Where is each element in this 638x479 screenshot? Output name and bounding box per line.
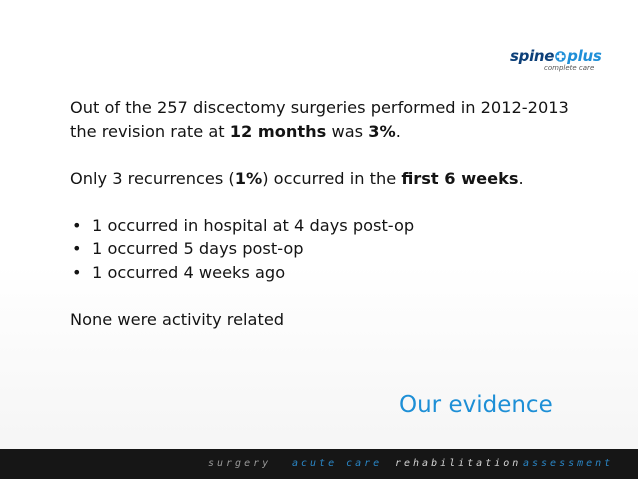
list-item-text: 1 occurred 5 days post-op (92, 239, 304, 258)
p1-text-before: Out of the 257 discectomy surgeries performed in 2012-2013 the revision rate at (70, 98, 569, 141)
revision-rate-paragraph (70, 96, 590, 143)
p1-bold-period: 12 months (229, 121, 327, 141)
footer-item-surgery: surgery (208, 458, 272, 469)
slide-body (70, 96, 590, 331)
our-evidence-label: Our evidence (399, 392, 553, 418)
p2-text-mid: ) occurred in the (262, 168, 402, 188)
closing-statement: None were activity related (70, 309, 285, 329)
plus-cross-icon (555, 51, 566, 62)
recurrences-paragraph (70, 167, 590, 191)
spineplus-logo (510, 47, 618, 79)
list-item (70, 237, 590, 261)
logo-wordmark (510, 47, 601, 65)
bullet-glyph: • (72, 239, 82, 258)
bullet-glyph: • (72, 262, 82, 282)
recurrence-list (70, 214, 590, 285)
footer-item-acute-care: acute care (292, 458, 383, 469)
footer-bar (0, 449, 638, 479)
footer-item-rehabilitation: rehabilitation (395, 458, 522, 469)
list-item (70, 261, 590, 285)
list-item (70, 214, 590, 238)
p1-text-mid: was (326, 121, 369, 141)
p2-text-before: Only 3 recurrences ( (70, 168, 235, 188)
bullet-glyph: • (72, 215, 82, 235)
footer-item-assessment: assessment (523, 458, 614, 469)
p1-text-after: . (395, 121, 401, 141)
p2-text-after: . (518, 168, 524, 188)
p2-bold-period: first 6 weeks (401, 168, 519, 188)
logo-brand-left: spine (510, 47, 555, 65)
p1-bold-rate: 3% (368, 121, 396, 141)
list-item-text: 1 occurred in hospital at 4 days post-op (92, 215, 415, 235)
p2-bold-percent: 1% (234, 168, 263, 188)
logo-tagline: complete care (544, 64, 595, 72)
logo-brand-right: plus (567, 47, 602, 65)
list-item-text: 1 occurred 4 weeks ago (92, 262, 286, 282)
